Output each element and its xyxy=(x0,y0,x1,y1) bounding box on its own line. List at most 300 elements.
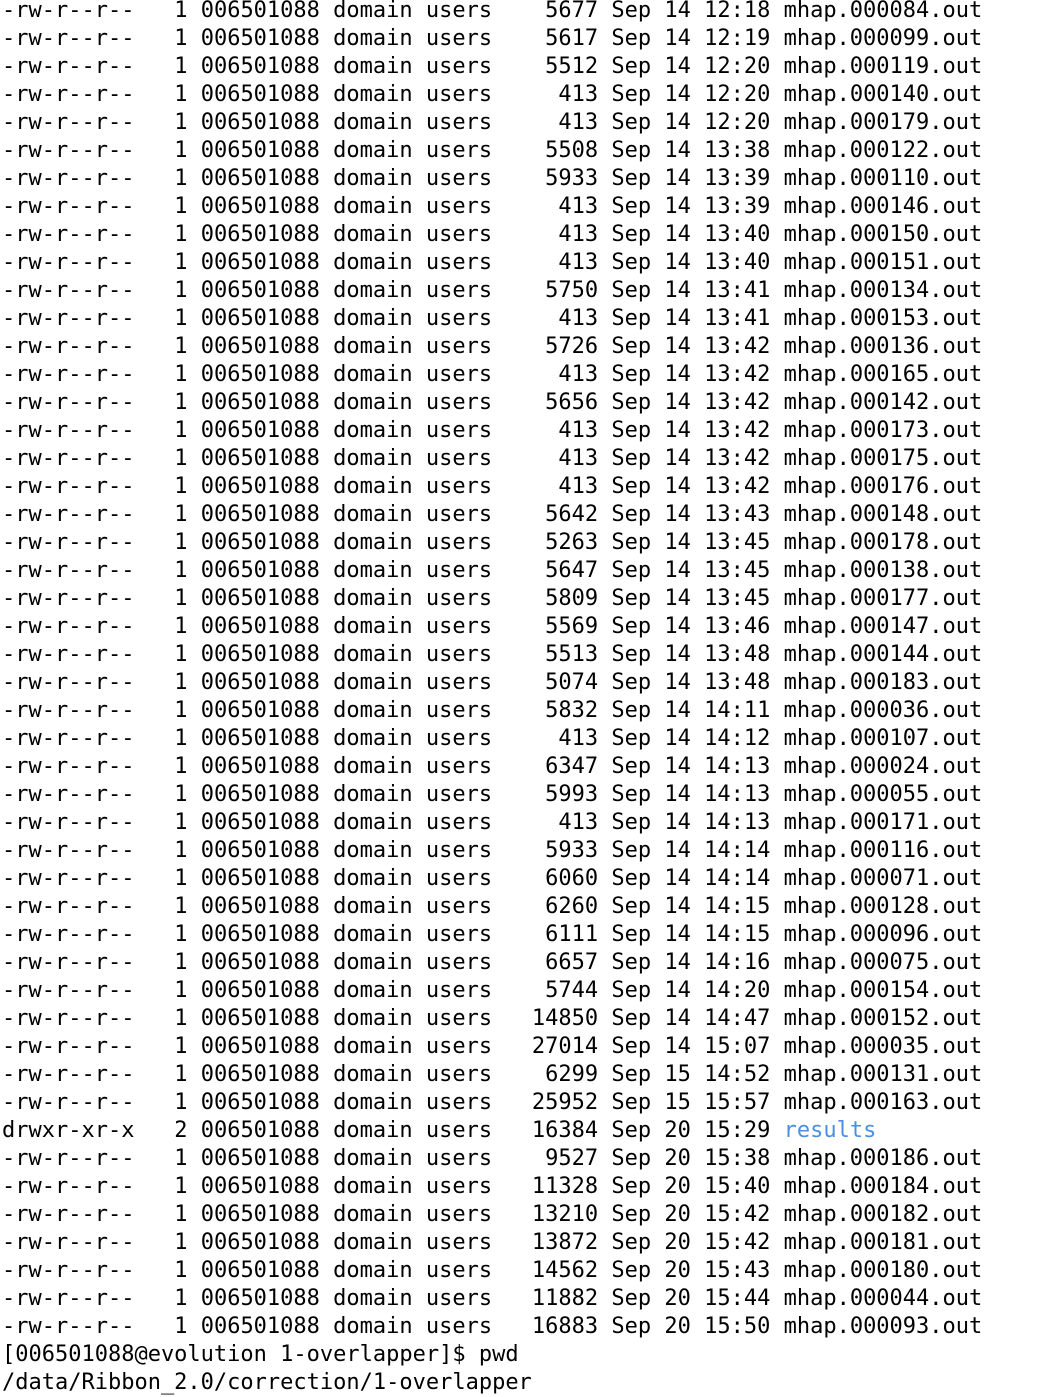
link-count: 1 xyxy=(174,474,188,499)
day: 14 xyxy=(664,194,691,219)
file-name: mhap.000147.out xyxy=(783,614,983,639)
month: Sep xyxy=(611,922,652,947)
file-entry xyxy=(2,0,1056,25)
link-count: 1 xyxy=(174,670,188,695)
file-entry xyxy=(2,501,1056,529)
month: Sep xyxy=(611,1146,652,1171)
group: domain users xyxy=(333,362,493,387)
owner: 006501088 xyxy=(200,726,320,751)
day: 14 xyxy=(664,726,691,751)
owner: 006501088 xyxy=(200,530,320,555)
time: 13:45 xyxy=(704,530,771,555)
file-name: mhap.000171.out xyxy=(783,810,983,835)
month: Sep xyxy=(611,894,652,919)
permissions: -rw-r--r-- xyxy=(2,82,135,107)
owner: 006501088 xyxy=(200,54,320,79)
group: domain users xyxy=(333,166,493,191)
file-entry xyxy=(2,333,1056,361)
file-name: mhap.000152.out xyxy=(783,1006,983,1031)
file-size: 5263 xyxy=(545,530,599,555)
file-name: mhap.000183.out xyxy=(783,670,983,695)
group: domain users xyxy=(333,1286,493,1311)
day: 20 xyxy=(664,1314,691,1339)
month: Sep xyxy=(611,0,652,23)
month: Sep xyxy=(611,670,652,695)
day: 20 xyxy=(664,1286,691,1311)
file-entry xyxy=(2,1313,1056,1341)
permissions: -rw-r--r-- xyxy=(2,754,135,779)
time: 13:42 xyxy=(704,474,771,499)
file-entry xyxy=(2,725,1056,753)
time: 14:13 xyxy=(704,782,771,807)
link-count: 1 xyxy=(174,82,188,107)
time: 14:15 xyxy=(704,922,771,947)
group: domain users xyxy=(333,922,493,947)
group: domain users xyxy=(333,390,493,415)
link-count: 1 xyxy=(174,894,188,919)
link-count: 1 xyxy=(174,362,188,387)
link-count: 1 xyxy=(174,278,188,303)
file-size: 5512 xyxy=(545,54,599,79)
month: Sep xyxy=(611,250,652,275)
file-name: mhap.000131.out xyxy=(783,1062,983,1087)
file-entry xyxy=(2,1145,1056,1173)
permissions: -rw-r--r-- xyxy=(2,978,135,1003)
time: 13:39 xyxy=(704,166,771,191)
month: Sep xyxy=(611,698,652,723)
day: 14 xyxy=(664,446,691,471)
month: Sep xyxy=(611,194,652,219)
link-count: 1 xyxy=(174,754,188,779)
file-size: 14850 xyxy=(531,1006,599,1031)
group: domain users xyxy=(333,978,493,1003)
owner: 006501088 xyxy=(200,26,320,51)
month: Sep xyxy=(611,642,652,667)
time: 15:42 xyxy=(704,1230,771,1255)
owner: 006501088 xyxy=(200,950,320,975)
owner: 006501088 xyxy=(200,558,320,583)
link-count: 1 xyxy=(174,978,188,1003)
day: 14 xyxy=(664,642,691,667)
time: 15:38 xyxy=(704,1146,771,1171)
month: Sep xyxy=(611,1286,652,1311)
permissions: -rw-r--r-- xyxy=(2,810,135,835)
file-name: mhap.000151.out xyxy=(783,250,983,275)
link-count: 1 xyxy=(174,26,188,51)
file-size: 5726 xyxy=(545,334,599,359)
month: Sep xyxy=(611,110,652,135)
file-name: mhap.000173.out xyxy=(783,418,983,443)
file-entry xyxy=(2,445,1056,473)
group: domain users xyxy=(333,222,493,247)
file-name: mhap.000036.out xyxy=(783,698,983,723)
link-count: 1 xyxy=(174,782,188,807)
file-name: mhap.000179.out xyxy=(783,110,983,135)
file-name: mhap.000119.out xyxy=(783,54,983,79)
file-entry xyxy=(2,865,1056,893)
file-name: mhap.000116.out xyxy=(783,838,983,863)
file-entry xyxy=(2,1229,1056,1257)
group: domain users xyxy=(333,586,493,611)
link-count: 1 xyxy=(174,194,188,219)
file-name: mhap.000148.out xyxy=(783,502,983,527)
permissions: -rw-r--r-- xyxy=(2,558,135,583)
terminal-window[interactable] xyxy=(2,0,1056,1397)
month: Sep xyxy=(611,362,652,387)
owner: 006501088 xyxy=(200,698,320,723)
time: 13:42 xyxy=(704,418,771,443)
file-name: mhap.000184.out xyxy=(783,1174,983,1199)
permissions: -rw-r--r-- xyxy=(2,726,135,751)
permissions: -rw-r--r-- xyxy=(2,0,135,23)
file-size: 5750 xyxy=(545,278,599,303)
owner: 006501088 xyxy=(200,1174,320,1199)
file-entry xyxy=(2,809,1056,837)
day: 14 xyxy=(664,670,691,695)
group: domain users xyxy=(333,838,493,863)
group: domain users xyxy=(333,950,493,975)
permissions: -rw-r--r-- xyxy=(2,1314,135,1339)
day: 14 xyxy=(664,614,691,639)
group: domain users xyxy=(333,54,493,79)
link-count: 1 xyxy=(174,0,188,23)
link-count: 1 xyxy=(174,334,188,359)
time: 13:38 xyxy=(704,138,771,163)
owner: 006501088 xyxy=(200,586,320,611)
group: domain users xyxy=(333,1314,493,1339)
time: 14:12 xyxy=(704,726,771,751)
day: 14 xyxy=(664,26,691,51)
group: domain users xyxy=(333,1090,493,1115)
file-name: mhap.000153.out xyxy=(783,306,983,331)
file-size: 11882 xyxy=(531,1286,599,1311)
day: 14 xyxy=(664,362,691,387)
owner: 006501088 xyxy=(200,334,320,359)
month: Sep xyxy=(611,1258,652,1283)
owner: 006501088 xyxy=(200,614,320,639)
permissions: -rw-r--r-- xyxy=(2,194,135,219)
day: 14 xyxy=(664,390,691,415)
month: Sep xyxy=(611,54,652,79)
permissions: -rw-r--r-- xyxy=(2,670,135,695)
file-entry xyxy=(2,1089,1056,1117)
group: domain users xyxy=(333,1174,493,1199)
link-count: 1 xyxy=(174,1230,188,1255)
file-entry xyxy=(2,221,1056,249)
link-count: 1 xyxy=(174,642,188,667)
day: 14 xyxy=(664,558,691,583)
permissions: -rw-r--r-- xyxy=(2,390,135,415)
owner: 006501088 xyxy=(200,250,320,275)
group: domain users xyxy=(333,0,493,23)
group: domain users xyxy=(333,894,493,919)
file-entry xyxy=(2,837,1056,865)
day: 14 xyxy=(664,1034,691,1059)
owner: 006501088 xyxy=(200,222,320,247)
day: 14 xyxy=(664,1006,691,1031)
month: Sep xyxy=(611,866,652,891)
day: 14 xyxy=(664,950,691,975)
permissions: -rw-r--r-- xyxy=(2,166,135,191)
month: Sep xyxy=(611,810,652,835)
month: Sep xyxy=(611,614,652,639)
file-size: 6299 xyxy=(545,1062,599,1087)
day: 14 xyxy=(664,810,691,835)
file-size: 413 xyxy=(558,222,599,247)
file-size: 13210 xyxy=(531,1202,599,1227)
file-size: 413 xyxy=(558,82,599,107)
time: 15:07 xyxy=(704,1034,771,1059)
day: 14 xyxy=(664,278,691,303)
shell-prompt: [006501088@evolution 1-overlapper]$ xyxy=(2,1342,479,1367)
link-count: 1 xyxy=(174,1258,188,1283)
link-count: 1 xyxy=(174,1034,188,1059)
time: 13:42 xyxy=(704,390,771,415)
day: 14 xyxy=(664,418,691,443)
permissions: -rw-r--r-- xyxy=(2,782,135,807)
file-entry xyxy=(2,277,1056,305)
permissions: -rw-r--r-- xyxy=(2,334,135,359)
file-size: 13872 xyxy=(531,1230,599,1255)
time: 14:47 xyxy=(704,1006,771,1031)
file-entry xyxy=(2,361,1056,389)
time: 12:19 xyxy=(704,26,771,51)
owner: 006501088 xyxy=(200,642,320,667)
time: 15:40 xyxy=(704,1174,771,1199)
owner: 006501088 xyxy=(200,838,320,863)
group: domain users xyxy=(333,754,493,779)
directory-name[interactable]: results xyxy=(783,1118,877,1143)
month: Sep xyxy=(611,278,652,303)
month: Sep xyxy=(611,1118,652,1143)
month: Sep xyxy=(611,474,652,499)
day: 14 xyxy=(664,586,691,611)
permissions: -rw-r--r-- xyxy=(2,530,135,555)
owner: 006501088 xyxy=(200,810,320,835)
file-size: 5647 xyxy=(545,558,599,583)
file-listing xyxy=(2,0,1056,1341)
month: Sep xyxy=(611,950,652,975)
day: 14 xyxy=(664,222,691,247)
file-name: mhap.000180.out xyxy=(783,1258,983,1283)
time: 12:18 xyxy=(704,0,771,23)
file-size: 5832 xyxy=(545,698,599,723)
time: 13:39 xyxy=(704,194,771,219)
month: Sep xyxy=(611,1006,652,1031)
day: 14 xyxy=(664,502,691,527)
file-entry xyxy=(2,1061,1056,1089)
month: Sep xyxy=(611,1174,652,1199)
month: Sep xyxy=(611,390,652,415)
permissions: -rw-r--r-- xyxy=(2,474,135,499)
link-count: 1 xyxy=(174,726,188,751)
link-count: 2 xyxy=(174,1118,188,1143)
permissions: -rw-r--r-- xyxy=(2,1202,135,1227)
permissions: -rw-r--r-- xyxy=(2,838,135,863)
time: 15:29 xyxy=(704,1118,771,1143)
permissions: -rw-r--r-- xyxy=(2,250,135,275)
permissions: -rw-r--r-- xyxy=(2,306,135,331)
file-size: 413 xyxy=(558,306,599,331)
group: domain users xyxy=(333,474,493,499)
day: 20 xyxy=(664,1146,691,1171)
file-name: mhap.000071.out xyxy=(783,866,983,891)
link-count: 1 xyxy=(174,1090,188,1115)
file-entry xyxy=(2,249,1056,277)
permissions: -rw-r--r-- xyxy=(2,1230,135,1255)
file-entry xyxy=(2,585,1056,613)
time: 15:43 xyxy=(704,1258,771,1283)
link-count: 1 xyxy=(174,1314,188,1339)
permissions: -rw-r--r-- xyxy=(2,1062,135,1087)
owner: 006501088 xyxy=(200,670,320,695)
group: domain users xyxy=(333,698,493,723)
file-size: 413 xyxy=(558,418,599,443)
file-entry xyxy=(2,25,1056,53)
file-size: 25952 xyxy=(531,1090,599,1115)
file-entry xyxy=(2,193,1056,221)
link-count: 1 xyxy=(174,1006,188,1031)
time: 14:13 xyxy=(704,810,771,835)
link-count: 1 xyxy=(174,530,188,555)
link-count: 1 xyxy=(174,502,188,527)
link-count: 1 xyxy=(174,1202,188,1227)
group: domain users xyxy=(333,110,493,135)
file-name: mhap.000096.out xyxy=(783,922,983,947)
link-count: 1 xyxy=(174,838,188,863)
file-size: 5508 xyxy=(545,138,599,163)
day: 15 xyxy=(664,1090,691,1115)
link-count: 1 xyxy=(174,866,188,891)
time: 13:46 xyxy=(704,614,771,639)
month: Sep xyxy=(611,838,652,863)
file-name: mhap.000177.out xyxy=(783,586,983,611)
group: domain users xyxy=(333,138,493,163)
group: domain users xyxy=(333,82,493,107)
owner: 006501088 xyxy=(200,446,320,471)
permissions: -rw-r--r-- xyxy=(2,1006,135,1031)
time: 14:20 xyxy=(704,978,771,1003)
file-entry xyxy=(2,417,1056,445)
file-size: 6347 xyxy=(545,754,599,779)
file-entry xyxy=(2,1033,1056,1061)
owner: 006501088 xyxy=(200,1314,320,1339)
group: domain users xyxy=(333,1034,493,1059)
day: 14 xyxy=(664,138,691,163)
group: domain users xyxy=(333,250,493,275)
time: 13:48 xyxy=(704,642,771,667)
file-size: 6060 xyxy=(545,866,599,891)
group: domain users xyxy=(333,726,493,751)
owner: 006501088 xyxy=(200,110,320,135)
file-size: 413 xyxy=(558,474,599,499)
file-size: 16883 xyxy=(531,1314,599,1339)
permissions: -rw-r--r-- xyxy=(2,110,135,135)
link-count: 1 xyxy=(174,614,188,639)
owner: 006501088 xyxy=(200,978,320,1003)
month: Sep xyxy=(611,1202,652,1227)
day: 14 xyxy=(664,698,691,723)
file-size: 5656 xyxy=(545,390,599,415)
day: 14 xyxy=(664,54,691,79)
file-name: mhap.000154.out xyxy=(783,978,983,1003)
owner: 006501088 xyxy=(200,390,320,415)
file-size: 413 xyxy=(558,362,599,387)
owner: 006501088 xyxy=(200,1258,320,1283)
time: 13:40 xyxy=(704,222,771,247)
month: Sep xyxy=(611,334,652,359)
group: domain users xyxy=(333,1202,493,1227)
link-count: 1 xyxy=(174,166,188,191)
day: 14 xyxy=(664,110,691,135)
file-size: 6260 xyxy=(545,894,599,919)
file-entry xyxy=(2,109,1056,137)
file-entry xyxy=(2,305,1056,333)
file-size: 5513 xyxy=(545,642,599,667)
permissions: -rw-r--r-- xyxy=(2,922,135,947)
permissions: -rw-r--r-- xyxy=(2,54,135,79)
group: domain users xyxy=(333,1118,493,1143)
time: 13:43 xyxy=(704,502,771,527)
link-count: 1 xyxy=(174,110,188,135)
file-entry xyxy=(2,949,1056,977)
time: 12:20 xyxy=(704,82,771,107)
file-entry xyxy=(2,81,1056,109)
permissions: -rw-r--r-- xyxy=(2,222,135,247)
day: 14 xyxy=(664,0,691,23)
group: domain users xyxy=(333,26,493,51)
time: 13:41 xyxy=(704,306,771,331)
file-name: mhap.000122.out xyxy=(783,138,983,163)
owner: 006501088 xyxy=(200,894,320,919)
month: Sep xyxy=(611,530,652,555)
owner: 006501088 xyxy=(200,922,320,947)
permissions: -rw-r--r-- xyxy=(2,418,135,443)
file-entry xyxy=(2,753,1056,781)
link-count: 1 xyxy=(174,138,188,163)
file-name: mhap.000035.out xyxy=(783,1034,983,1059)
time: 13:42 xyxy=(704,362,771,387)
time: 12:20 xyxy=(704,110,771,135)
owner: 006501088 xyxy=(200,1286,320,1311)
group: domain users xyxy=(333,642,493,667)
time: 14:16 xyxy=(704,950,771,975)
day: 20 xyxy=(664,1230,691,1255)
file-entry xyxy=(2,137,1056,165)
permissions: -rw-r--r-- xyxy=(2,1034,135,1059)
file-entry xyxy=(2,669,1056,697)
file-size: 5074 xyxy=(545,670,599,695)
group: domain users xyxy=(333,866,493,891)
month: Sep xyxy=(611,82,652,107)
permissions: -rw-r--r-- xyxy=(2,26,135,51)
time: 14:14 xyxy=(704,838,771,863)
group: domain users xyxy=(333,502,493,527)
owner: 006501088 xyxy=(200,502,320,527)
month: Sep xyxy=(611,222,652,247)
month: Sep xyxy=(611,418,652,443)
file-name: mhap.000084.out xyxy=(783,0,983,23)
file-name: mhap.000165.out xyxy=(783,362,983,387)
permissions: -rw-r--r-- xyxy=(2,1090,135,1115)
file-name: mhap.000176.out xyxy=(783,474,983,499)
file-entry xyxy=(2,557,1056,585)
owner: 006501088 xyxy=(200,194,320,219)
permissions: -rw-r--r-- xyxy=(2,278,135,303)
link-count: 1 xyxy=(174,950,188,975)
link-count: 1 xyxy=(174,1174,188,1199)
day: 14 xyxy=(664,334,691,359)
